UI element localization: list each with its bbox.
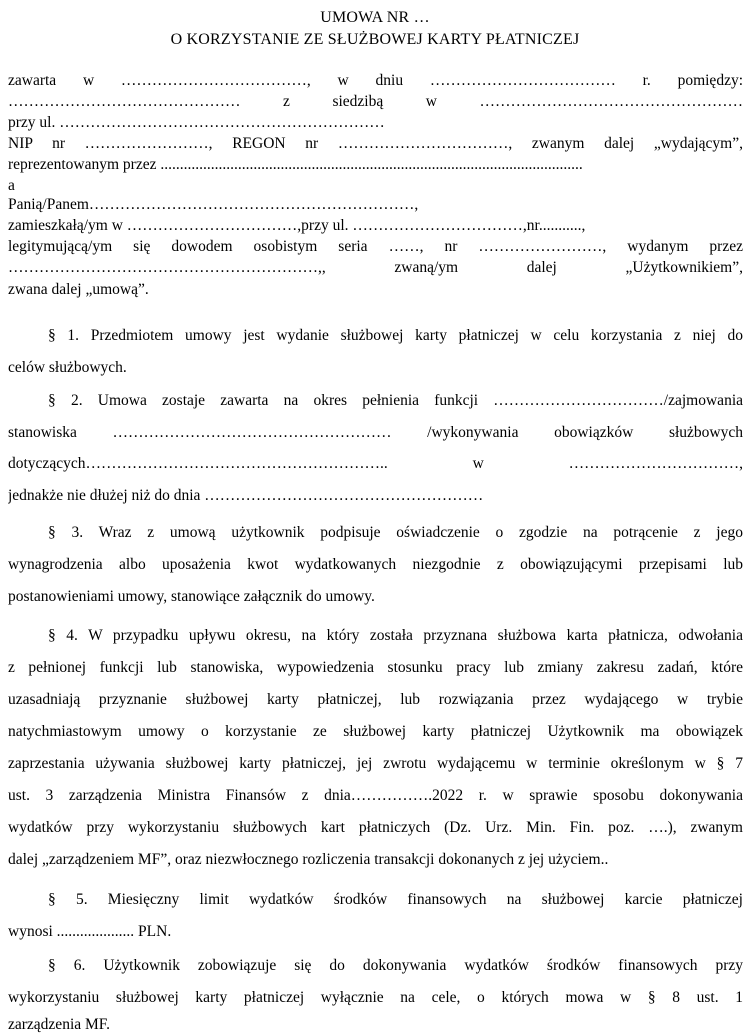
- title-line-1: UMOWA NR …: [320, 9, 430, 26]
- section-line: wynosi .................... PLN.: [8, 923, 172, 940]
- parties-line: zawarta w ………………………………, w dniu ……………………………… r. pomiędzy:: [8, 72, 743, 89]
- section-line: jednakże nie dłużej niż do dnia ………………………………………………: [8, 487, 484, 504]
- parties-line: ……………………………………………………,, zwaną/ym dalej „Użytkownikiem”,: [8, 259, 743, 276]
- section-line: celów służbowych.: [8, 359, 127, 376]
- section-line: § 5. Miesięczny limit wydatków środków finansowych na służbowej karcie płatniczej: [48, 891, 743, 908]
- section-line: dalej „zarządzeniem MF”, oraz niezwłocznego rozliczenia transakcji dokonanych z jej użyciem..: [8, 851, 609, 868]
- parties-line: Panią/Panem………………………………………………………,: [8, 196, 419, 213]
- parties-line: ……………………………………… z siedzibą w ……………………………………………: [8, 93, 743, 110]
- section-line: zarządzenia MF.: [8, 1016, 111, 1033]
- section-line: § 6. Użytkownik zobowiązuje się do dokonywania wydatków środków finansowych przy: [48, 957, 743, 974]
- parties-line: zamieszkałą/ym w ……………………………,przy ul. ……………………………,nr...........,: [8, 217, 586, 234]
- title-line-2: O KORZYSTANIE ZE SŁUŻBOWEJ KARTY PŁATNICZEJ: [170, 31, 580, 48]
- section-line: wydatków przy wykorzystaniu służbowych kart płatniczych (Dz. Urz. Min. Fin. poz. ….), zwanym: [8, 819, 743, 836]
- section-line: zaprzestania używania służbowej karty płatniczej, jej zwrotu wydającemu w terminie określonym w § 7: [8, 755, 743, 772]
- section-line: § 2. Umowa zostaje zawarta na okres pełnienia funkcji ……………………………/zajmowania: [48, 392, 743, 409]
- parties-line: reprezentowanym przez .............................................................................................................: [8, 156, 583, 173]
- parties-line: przy ul. ………………………………………………………: [8, 114, 385, 131]
- section-line: uzasadniają przyznanie służbowej karty płatniczej, lub rozwiązania przez wydającego w trybie: [8, 691, 743, 708]
- section-line: natychmiastowym umowy o korzystanie ze służbowej karty płatniczej Użytkownik ma obowiązek: [8, 723, 743, 740]
- section-line: § 1. Przedmiotem umowy jest wydanie służbowej karty płatniczej w celu korzystania z niej do: [48, 327, 743, 344]
- parties-line: zwana dalej „umową”.: [8, 281, 149, 298]
- section-line: ust. 3 zarządzenia Ministra Finansów z dnia…………….2022 r. w sprawie sposobu dokonywania: [8, 787, 743, 804]
- parties-line: legitymującą/ym się dowodem osobistym seria ……, nr ……………………, wydanym przez: [8, 238, 743, 255]
- section-line: § 4. W przypadku upływu okresu, na który została przyznana służbowa karta płatnicza, odwołania: [48, 627, 743, 644]
- section-line: wykorzystaniu służbowej karty płatniczej wyłącznie na cele, o których mowa w § 8 ust. 1: [8, 989, 743, 1006]
- section-line: § 3. Wraz z umową użytkownik podpisuje oświadczenie o zgodzie na potrącenie z jego: [48, 524, 743, 541]
- section-line: wynagrodzenia albo uposażenia kwot wydatkowanych niezgodnie z obowiązującymi przepisami lub: [8, 556, 743, 573]
- parties-line: NIP nr ……………………, REGON nr ……………………………, zwanym dalej „wydającym”,: [8, 135, 743, 152]
- parties-line: a: [8, 177, 15, 194]
- section-line: postanowieniami umowy, stanowiące załącznik do umowy.: [8, 588, 375, 605]
- section-line: stanowiska ……………………………………………… /wykonywania obowiązków służbowych: [8, 424, 743, 441]
- section-line: z pełnionej funkcji lub stanowiska, wypowiedzenia stosunku pracy lub zmiany zakresu zadań, które: [8, 659, 743, 676]
- section-line: dotyczących………………………………………………….. w ……………………………,: [8, 455, 743, 472]
